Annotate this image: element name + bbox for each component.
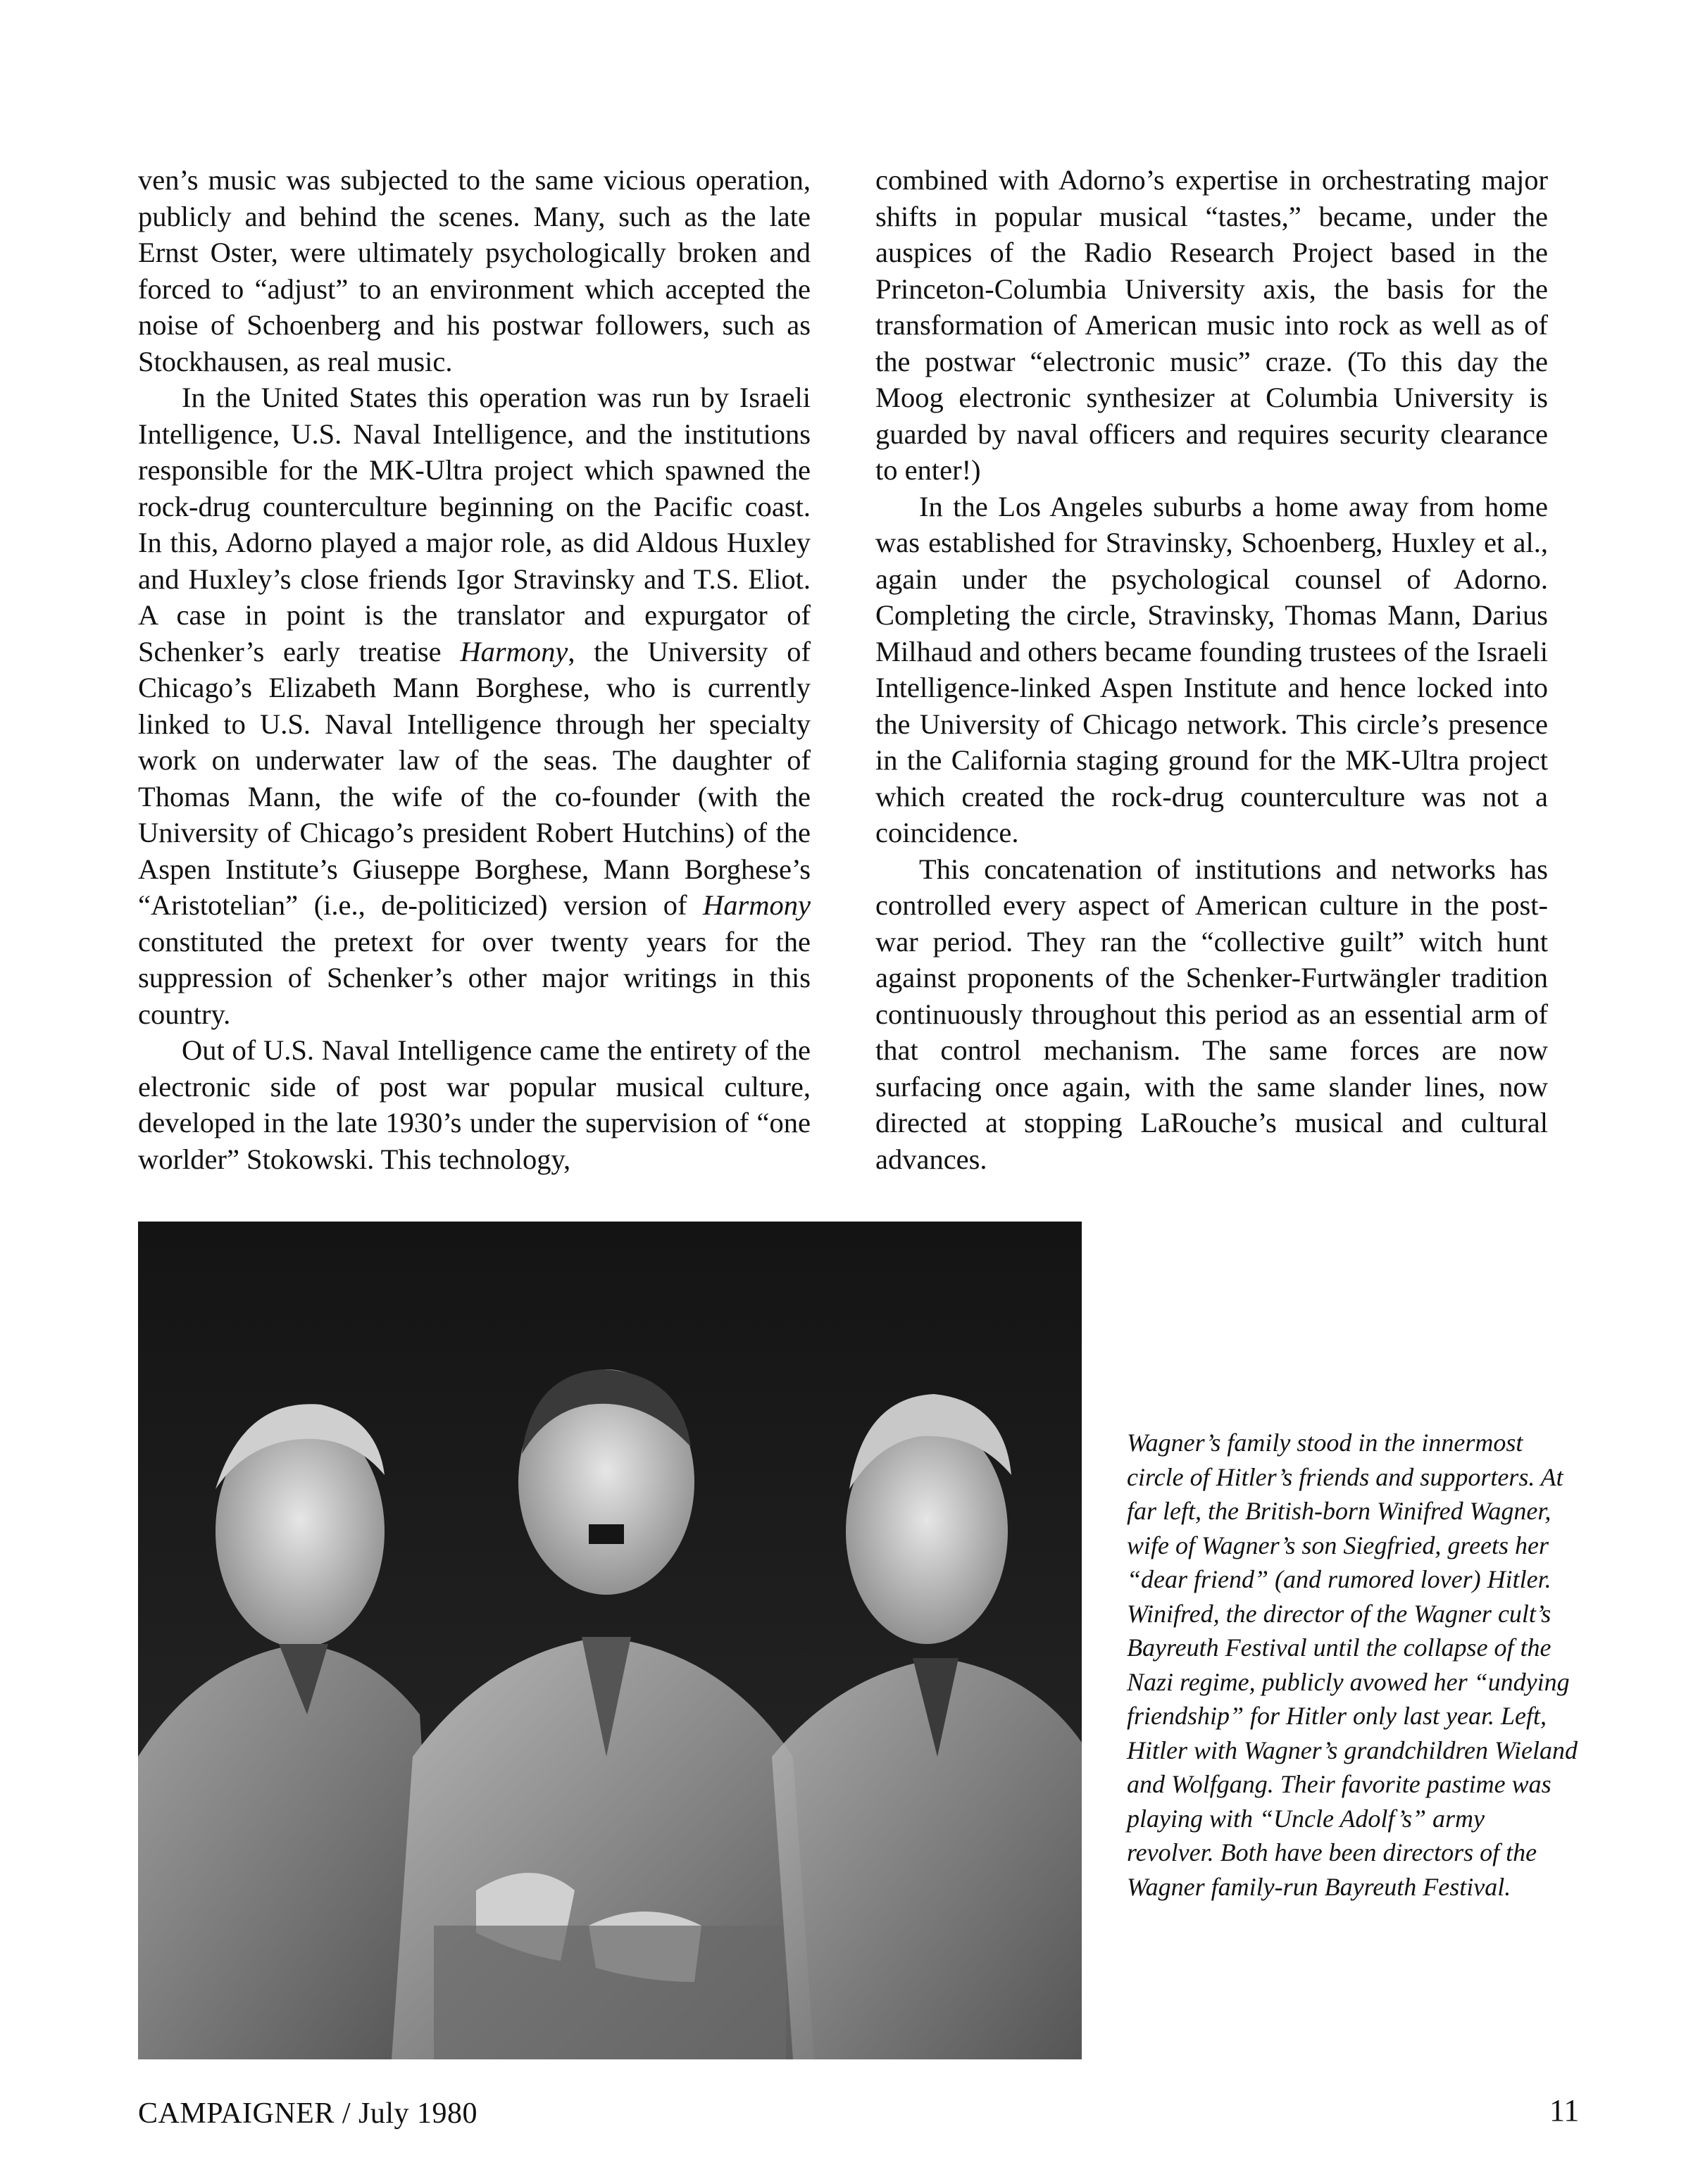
paragraph: This concatenation of institutions and networks has controlled every aspect of American culture in the post-war period. They ran the “collective guilt” witch hunt against proponents of the Schenker-Furtwängler tradition continuously throughout this period as an essential arm of that control mechanism. The same forces are now surfacing once again, with the same slander lines, now directed at stopping LaRouche’s musical and cultural advances. xyxy=(875,853,1548,1175)
paragraph: combined with Adorno’s expertise in orchestrating major shifts in popular musical “tastes,” became, under the auspices of the Radio Research Project based in the Princeton-Columbia University axis, the basis for the transformation of American music into rock as well as of the postwar “electronic music” craze. (To this day the Moog electronic synthesizer at Columbia University is guarded by naval officers and requires security clearance to enter!) xyxy=(875,164,1548,486)
paragraph: In the Los Angeles suburbs a home away from home was established for Stravinsky, Schoenberg, Huxley et al., again under the psychological counsel of Adorno. Completing the circle, Stravinsky, Thomas Mann, Darius Milhaud and others became founding trustees of the Israeli Intelligence-linked Aspen Institute and hence locked into the University of Chicago network. This circle’s presence in the California staging ground for the MK-Ultra project which created the rock-drug counterculture was not a coincidence. xyxy=(875,490,1548,848)
caption-text: Wagner’s family stood in the innermost circle of Hitler’s friends and supporters. At far left, the British-born Winifred Wagner, wife of Wagner’s son Siegfried, greets her “dear friend” (and rumored lover) Hitler. Winifred, the director of the Wagner cult’s Bayreuth Festival until the collapse of the Nazi regime, publicly avowed her “undying friendship” for Hitler only last year. Left, Hitler with Wagner’s grandchildren Wieland and Wolfgang. Their favorite pastime was playing with “Uncle Adolf’s” army revolver. Both have been directors of the Wagner family-run Bayreuth Festival. xyxy=(1127,1429,1578,1901)
book-title: Harmony xyxy=(460,635,568,667)
photo-caption xyxy=(1127,1426,1578,1904)
publication-footer: CAMPAIGNER / July 1980 xyxy=(138,2097,478,2130)
paragraph: In the United States this operation was run by Israeli Intelligence, U.S. Naval Intelligence, and the institutions responsible for the MK-Ultra project which spawned the rock-drug counterculture beginning on the Pacific coast. In this, Adorno played a major role, as did Aldous Huxley and Huxley’s close friends Igor Stravinsky and T.S. Eliot. A case in point is the translator and expurgator of Schenker’s early treatise Harmony, the University of Chicago’s Elizabeth Mann Borghese, who is currently linked to U.S. Naval Intelligence through her specialty work on underwater law of the seas. The daughter of Thomas Mann, the wife of the co-founder (with the University of Chicago’s president Robert Hutchins) of the Aspen Institute’s Giuseppe Borghese, Mann Borghese’s “Aristotelian” (i.e., de-politicized) version of Harmony constituted the pretext for over twenty years for the suppression of Schenker’s other major writings in this country. xyxy=(138,382,811,1030)
paragraph: ven’s music was subjected to the same vicious operation, publicly and behind the scenes. Many, such as the late Ernst Oster, were ultimately psychologically broken and forced to “adjust” to an environment which accepted the noise of Schoenberg and his postwar followers, such as Stockhausen, as real music. xyxy=(138,164,811,377)
page-number: 11 xyxy=(1549,2093,1580,2128)
historical-photo xyxy=(138,1222,1082,2059)
book-title: Harmony xyxy=(703,889,811,921)
article-right-column xyxy=(875,162,1548,1177)
paragraph: Out of U.S. Naval Intelligence came the entirety of the electronic side of post war popular musical culture, developed in the late 1930’s under the supervision of “one worlder” Stokowski. This technology, xyxy=(138,1034,811,1175)
article-left-column xyxy=(138,162,811,1177)
photo-illustration xyxy=(138,1222,1082,2059)
